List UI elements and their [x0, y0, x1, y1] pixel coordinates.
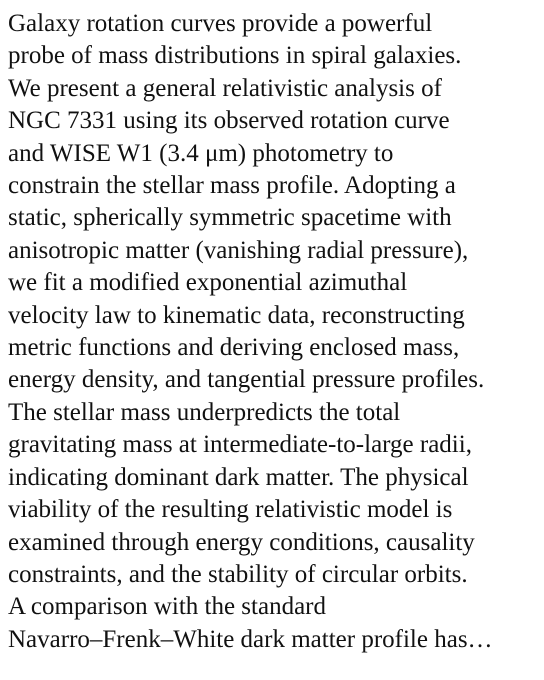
abstract-line: probe of mass distributions in spiral galaxies.	[8, 42, 462, 70]
abstract-text	[8, 8, 544, 656]
abstract-line: A comparison with the standard	[8, 593, 326, 621]
abstract-line: gravitating mass at intermediate-to-large radii,	[8, 431, 472, 459]
abstract-line: viability of the resulting relativistic model is	[8, 496, 453, 524]
abstract-line: constraints, and the stability of circular orbits.	[8, 560, 468, 588]
abstract-line: energy density, and tangential pressure profiles.	[8, 366, 485, 394]
abstract-line: anisotropic matter (vanishing radial pressure),	[8, 236, 469, 264]
abstract-line: indicating dominant dark matter. The physical	[8, 463, 469, 491]
abstract-line: static, spherically symmetric spacetime with	[8, 204, 452, 232]
abstract-line: Navarro–Frenk–White dark matter profile has…	[8, 625, 493, 653]
abstract-line: constrain the stellar mass profile. Adopting a	[8, 172, 456, 200]
abstract-line: The stellar mass underpredicts the total	[8, 398, 401, 426]
abstract-line: NGC 7331 using its observed rotation curve	[8, 107, 450, 135]
abstract-line: we fit a modified exponential azimuthal	[8, 269, 408, 297]
abstract-line: and WISE W1 (3.4 μm) photometry to	[8, 139, 394, 167]
abstract-line: examined through energy conditions, causality	[8, 528, 475, 556]
abstract-line: Galaxy rotation curves provide a powerful	[8, 10, 433, 37]
abstract-line: velocity law to kinematic data, reconstructing	[8, 301, 465, 329]
abstract-line: metric functions and deriving enclosed mass,	[8, 334, 460, 362]
abstract-line: We present a general relativistic analysis of	[8, 74, 442, 102]
